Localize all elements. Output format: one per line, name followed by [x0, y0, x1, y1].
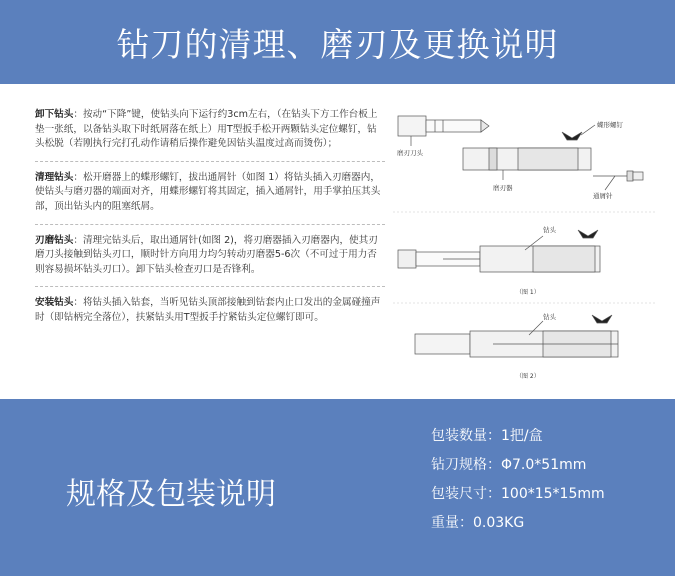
leader-line — [581, 125, 595, 135]
step-remove-drill — [35, 108, 385, 162]
diagram-label-sharpener-head: 磨刃刀头 — [397, 149, 423, 157]
step-clean-drill — [35, 171, 385, 225]
sharpener-head-shape — [398, 116, 426, 136]
page-title: 钻刀的清理、磨刃及更换说明 — [116, 24, 559, 64]
diagram-label-butterfly-screw: 蝶形螺钉 — [597, 121, 623, 129]
step-install-drill — [35, 296, 385, 334]
diagram-label-drill: 钻头 — [543, 313, 556, 321]
figure-caption: （图 1） — [516, 289, 540, 296]
spec-package-quantity: 包装数量：1把/盒 — [431, 428, 543, 444]
drill-diagram — [393, 100, 657, 390]
specs-section — [0, 399, 675, 576]
figure-2 — [415, 315, 618, 357]
drill-head-shape — [398, 250, 416, 268]
sharpener-head-shape — [415, 334, 470, 354]
spec-weight: 重量：0.03KG — [431, 515, 525, 531]
butterfly-screw-icon — [578, 230, 598, 238]
step-sharpen-drill — [35, 234, 385, 288]
pin-head-shape — [627, 171, 633, 181]
step-label: 安装钻头 — [35, 297, 74, 309]
drill-tip-shape — [481, 120, 489, 132]
drill-shank-shape — [426, 120, 481, 132]
diagram-label-drill: 钻头 — [543, 226, 556, 234]
step-text: ：松开磨器上的蝶形螺钉，拔出通屑针（如图 1）将钻头插入刃磨器内，使钻头与磨刃器的端面对齐，用蝶形螺钉将其固定，插入通屑针，用手掌拍压其头部，顶出钻头内的阻塞纸屑。 — [35, 171, 381, 212]
step-text: ：将钻头插入钻套，当听见钻头顶部接触到钻套内止口发出的金属碰撞声时（即钻柄完全落位），扶紧钻头用T型扳手拧紧钻头定位螺钉即可。 — [35, 297, 381, 323]
step-text: ：清理完钻头后，取出通屑针(如图 2)，将刃磨器插入刃磨器内，使其刃磨刀头接触到钻头刃口，顺时针方向用力均匀转动刃磨器5-6次（不可过于用力否则容易损坏钻头刃口）。卸下钻头检查刃口是否锋利。 — [35, 234, 378, 275]
step-label: 刃磨钻头 — [35, 234, 74, 246]
figure-caption: （图 2） — [516, 373, 540, 380]
diagram-label-sharpener: 磨刃器 — [493, 184, 513, 192]
figure-1 — [398, 230, 600, 272]
step-label: 清理钻头 — [35, 171, 74, 183]
spec-drill-size: 钻刀规格：Φ7.0*51mm — [431, 457, 587, 473]
step-label: 卸下钻头 — [35, 109, 74, 120]
instruction-steps — [35, 108, 385, 344]
butterfly-screw-icon — [592, 315, 612, 323]
header-banner — [0, 0, 675, 84]
spec-list — [431, 427, 605, 543]
sharpener-grip-shape — [518, 148, 578, 170]
butterfly-screw-icon — [562, 132, 582, 140]
sharpener-grip-shape — [533, 246, 595, 272]
specs-title: 规格及包装说明 — [66, 477, 276, 512]
pin-cap-shape — [633, 172, 643, 180]
spec-package-size: 包装尺寸：100*15*15mm — [431, 486, 605, 502]
step-text: ：按动“下降”键，使钻头向下运行约3cm左右，（在钻头下方工作台板上垫一张纸，以备钻头取下时纸屑落在纸上）用T型扳手松开两颗钻头定位螺钉，钻头松脱（若刚执行完打孔动作请稍后操作避免因钻头温度过高而烫伤）； — [35, 109, 378, 150]
diagram-label-pin: 通屑针 — [593, 192, 613, 200]
sharpener-band-shape — [489, 148, 497, 170]
leader-line — [605, 176, 615, 190]
instructions-section — [0, 84, 675, 399]
